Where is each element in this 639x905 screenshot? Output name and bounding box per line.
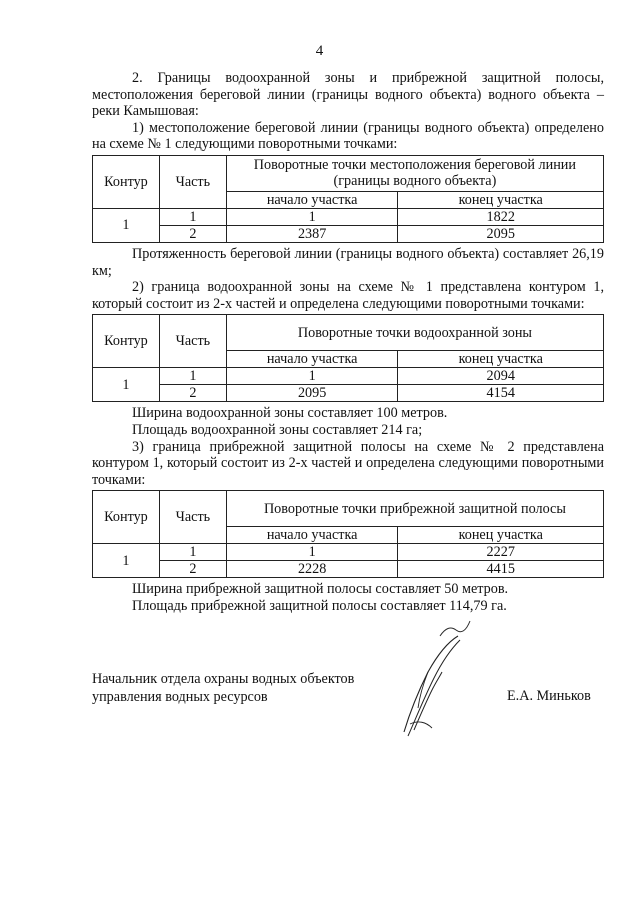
table-row	[93, 368, 604, 385]
document-body	[92, 70, 604, 615]
cell-start: 1	[226, 208, 398, 225]
header-points: Поворотные точки местоположения береговой линии (границы водного объекта)	[226, 155, 603, 191]
signatory-name: Е.А. Миньков	[507, 688, 591, 704]
cell-contour: 1	[93, 368, 160, 402]
shoreline-length: Протяженность береговой линии (границы водного объекта) составляет 26,19 км;	[92, 245, 604, 279]
table-row	[93, 225, 604, 242]
table-row	[93, 561, 604, 578]
cell-start: 2095	[226, 385, 398, 402]
signature-title	[92, 670, 354, 706]
cell-contour: 1	[93, 208, 160, 242]
cell-part: 2	[159, 225, 226, 242]
cell-part: 1	[159, 368, 226, 385]
cell-end: 4154	[398, 385, 604, 402]
header-start: начало участка	[226, 527, 398, 544]
header-points: Поворотные точки водоохранной зоны	[226, 315, 603, 351]
cell-part: 1	[159, 544, 226, 561]
page-number: 4	[315, 43, 324, 59]
header-part: Часть	[159, 315, 226, 368]
item2-intro: 2) граница водоохранной зоны на схеме № 1 представлена контуром 1, который состоит из 2-х частей и определена следующими поворотными точками:	[92, 279, 604, 312]
cell-start: 1	[226, 368, 398, 385]
signature-title-line1: Начальник отдела охраны водных объектов	[92, 671, 355, 687]
strip-width: Ширина прибрежной защитной полосы составляет 50 метров.	[132, 581, 509, 598]
cell-end: 4415	[398, 561, 604, 578]
cell-end: 2094	[398, 368, 604, 385]
item1-intro: 1) местоположение береговой линии (границы водного объекта) определено на схеме № 1 следующими поворотными точками:	[92, 119, 604, 153]
header-start: начало участка	[226, 351, 398, 368]
header-end: конец участка	[398, 351, 604, 368]
zone-area: Площадь водоохранной зоны составляет 214 га;	[132, 421, 423, 438]
cell-start: 1	[226, 544, 398, 561]
header-end: конец участка	[398, 191, 604, 208]
cell-start: 2228	[226, 561, 398, 578]
table-row	[93, 208, 604, 225]
cell-end: 1822	[398, 208, 604, 225]
item3-intro: 3) граница прибрежной защитной полосы на схеме № 2 представлена контуром 1, который состоит из 2-х частей и определена следующими поворотными точками:	[92, 438, 604, 488]
header-part: Часть	[159, 155, 226, 208]
table-row	[93, 385, 604, 402]
header-contour: Контур	[93, 315, 160, 368]
table-coastal-strip	[92, 490, 604, 578]
header-start: начало участка	[226, 191, 398, 208]
signature-title-line2: управления водных ресурсов	[92, 689, 268, 705]
cell-contour: 1	[93, 544, 160, 578]
header-part: Часть	[159, 491, 226, 544]
header-end: конец участка	[398, 527, 604, 544]
cell-part: 2	[159, 385, 226, 402]
header-points: Поворотные точки прибрежной защитной полосы	[226, 491, 603, 527]
zone-width: Ширина водоохранной зоны составляет 100 метров.	[132, 405, 448, 422]
handwritten-signature	[398, 632, 468, 742]
cell-start: 2387	[226, 225, 398, 242]
cell-end: 2227	[398, 544, 604, 561]
cell-end: 2095	[398, 225, 604, 242]
header-contour: Контур	[93, 491, 160, 544]
cell-part: 1	[159, 208, 226, 225]
cell-part: 2	[159, 561, 226, 578]
table-shoreline-points	[92, 155, 604, 243]
section-heading: 2. Границы водоохранной зоны и прибрежной защитной полосы, местоположения береговой линии (границы водного объекта) водного объекта – реки Камышовая:	[92, 70, 604, 120]
strip-area: Площадь прибрежной защитной полосы составляет 114,79 га.	[132, 597, 507, 614]
table-water-protection-zone	[92, 314, 604, 402]
table-row	[93, 544, 604, 561]
header-contour: Контур	[93, 155, 160, 208]
